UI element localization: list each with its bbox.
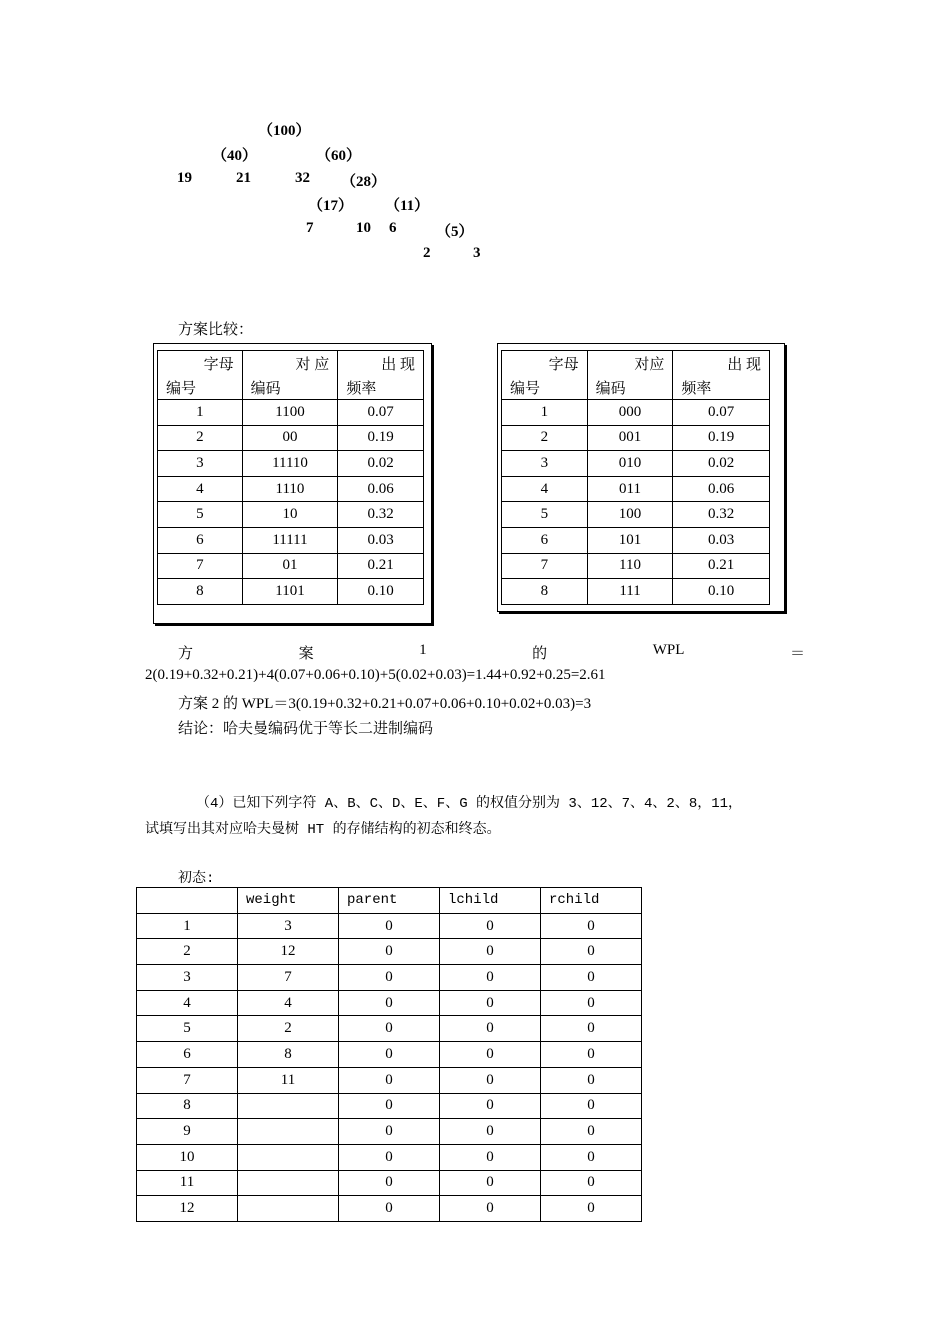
tree-node-2: 2 (423, 245, 431, 261)
ht-row-cell: 8 (137, 1093, 238, 1119)
tree-node-32: 32 (295, 170, 310, 186)
ht-row-cell (238, 1196, 339, 1222)
ht-row-cell: 0 (440, 1119, 541, 1145)
ht-row-cell: 0 (541, 939, 642, 965)
t2-h1b: 编号 (502, 375, 588, 400)
wpl-line1 (178, 642, 805, 663)
tree-node-6: 6 (389, 220, 397, 236)
t1-row-cell: 1110 (242, 476, 338, 502)
t2-row-cell: 0.32 (673, 502, 770, 528)
t1-row-cell: 7 (158, 553, 243, 579)
t1-row-cell: 10 (242, 502, 338, 528)
ht-row (137, 965, 642, 991)
ht-row-cell: 0 (440, 1170, 541, 1196)
code-table-2 (501, 350, 770, 605)
t2-h3a: 出 现 (673, 351, 770, 376)
t2-h1a: 字母 (502, 351, 588, 376)
ht-row-cell: 2 (137, 939, 238, 965)
ht-row (137, 1170, 642, 1196)
wpl-w2: 1 (419, 642, 427, 658)
ht-header-lchild: lchild (440, 888, 541, 914)
t1-row-cell: 6 (158, 527, 243, 553)
t1-h2b: 编码 (242, 375, 338, 400)
t1-row-cell: 00 (242, 425, 338, 451)
ht-row-cell: 4 (137, 990, 238, 1016)
ht-row-cell: 0 (440, 1093, 541, 1119)
t2-row-cell: 010 (587, 451, 673, 477)
t2-row-cell: 000 (587, 400, 673, 426)
t1-row-cell: 0.21 (338, 553, 424, 579)
ht-row-cell: 0 (541, 1144, 642, 1170)
ht-row-cell: 7 (238, 965, 339, 991)
ht-row-cell: 10 (137, 1144, 238, 1170)
t2-row (502, 579, 770, 605)
t1-row (158, 425, 424, 451)
ht-row (137, 1016, 642, 1042)
t2-row-cell: 3 (502, 451, 588, 477)
t1-row-cell: 0.02 (338, 451, 424, 477)
t2-h3b: 频率 (673, 375, 770, 400)
ht-row-cell: 0 (339, 1016, 440, 1042)
t2-row-cell: 101 (587, 527, 673, 553)
ht-row-cell: 0 (440, 939, 541, 965)
ht-row-cell: 9 (137, 1119, 238, 1145)
t2-row-cell: 5 (502, 502, 588, 528)
wpl-w0: 方 (178, 646, 194, 662)
t2-row (502, 502, 770, 528)
ht-header-rchild: rchild (541, 888, 642, 914)
ht-row (137, 990, 642, 1016)
ht-initial-table (136, 887, 642, 1222)
ht-row-cell: 4 (238, 990, 339, 1016)
ht-header-0 (137, 888, 238, 914)
ht-row (137, 1067, 642, 1093)
t2-row-cell: 1 (502, 400, 588, 426)
t1-row-cell: 01 (242, 553, 338, 579)
ht-row-cell: 0 (541, 1170, 642, 1196)
conclusion: 结论：哈夫曼编码优于等长二进制编码 (178, 721, 434, 737)
ht-row-cell: 0 (339, 1144, 440, 1170)
ht-row-cell: 3 (238, 913, 339, 939)
ht-row-cell: 0 (339, 1067, 440, 1093)
t1-row-cell: 11111 (242, 527, 338, 553)
wpl-line2: 方案 2 的 WPL＝3(0.19+0.32+0.21+0.07+0.06+0.10+0.02+0.03)=3 (178, 696, 592, 712)
t1-h1a: 字母 (158, 351, 243, 376)
t1-row-cell: 2 (158, 425, 243, 451)
t1-row (158, 502, 424, 528)
ht-row-cell: 3 (137, 965, 238, 991)
t2-row-cell: 0.19 (673, 425, 770, 451)
ht-row (137, 1042, 642, 1068)
ht-row-cell: 0 (440, 1042, 541, 1068)
ht-row (137, 1119, 642, 1145)
t2-row-cell: 7 (502, 553, 588, 579)
t1-row-cell: 1100 (242, 400, 338, 426)
t2-row-cell: 100 (587, 502, 673, 528)
t2-row-cell: 8 (502, 579, 588, 605)
ht-row-cell: 5 (137, 1016, 238, 1042)
ht-row-cell: 0 (440, 1196, 541, 1222)
ht-row (137, 939, 642, 965)
t2-row-cell: 2 (502, 425, 588, 451)
tree-node-11: （11） (385, 198, 430, 214)
wpl-w5: ＝ (789, 646, 805, 662)
ht-row-cell: 0 (541, 1067, 642, 1093)
t2-row-cell: 0.21 (673, 553, 770, 579)
ht-row-cell: 0 (440, 990, 541, 1016)
ht-row-cell: 0 (541, 913, 642, 939)
ht-row-cell: 12 (137, 1196, 238, 1222)
ht-row-cell: 2 (238, 1016, 339, 1042)
ht-row-cell: 0 (541, 1196, 642, 1222)
t1-row-cell: 4 (158, 476, 243, 502)
t2-row-cell: 0.10 (673, 579, 770, 605)
ht-row-cell: 0 (339, 939, 440, 965)
t2-row-cell: 6 (502, 527, 588, 553)
ht-row-cell: 1 (137, 913, 238, 939)
ht-row-cell: 0 (339, 1093, 440, 1119)
ht-row-cell (238, 1119, 339, 1145)
ht-row-cell: 0 (541, 1042, 642, 1068)
t1-row-cell: 0.10 (338, 579, 424, 605)
ht-row (137, 913, 642, 939)
ht-row-cell: 0 (541, 965, 642, 991)
ht-row-cell: 0 (440, 1067, 541, 1093)
ht-header-parent: parent (339, 888, 440, 914)
t2-row-cell: 0.06 (673, 476, 770, 502)
t2-row-cell: 0.03 (673, 527, 770, 553)
tree-node-17: （17） (308, 198, 354, 214)
ht-row-cell: 0 (440, 913, 541, 939)
ht-row-cell: 0 (339, 1170, 440, 1196)
t1-row (158, 451, 424, 477)
t2-row-cell: 0.02 (673, 451, 770, 477)
t1-row (158, 553, 424, 579)
tree-node-3: 3 (473, 245, 481, 261)
ht-row-cell: 0 (339, 990, 440, 1016)
t1-row (158, 476, 424, 502)
t1-row-cell: 0.19 (338, 425, 424, 451)
ht-row-cell: 11 (137, 1170, 238, 1196)
t1-row-cell: 0.06 (338, 476, 424, 502)
ht-row-cell: 12 (238, 939, 339, 965)
t1-h1b: 编号 (158, 375, 243, 400)
question-line1: （4）已知下列字符 A、B、C、D、E、F、G 的权值分别为 3、12、7、4、2、8，11， (196, 796, 743, 812)
compare-title: 方案比较： (178, 322, 254, 338)
ht-row-cell: 0 (541, 1093, 642, 1119)
t1-row-cell: 1101 (242, 579, 338, 605)
tree-node-100: （100） (258, 123, 311, 139)
ht-row (137, 1196, 642, 1222)
ht-row-cell: 0 (440, 1144, 541, 1170)
t2-row (502, 527, 770, 553)
tree-node-40: （40） (212, 148, 258, 164)
t2-row-cell: 0.07 (673, 400, 770, 426)
t2-row (502, 553, 770, 579)
tree-node-21: 21 (236, 170, 251, 186)
wpl-line1-cont: 2(0.19+0.32+0.21)+4(0.07+0.06+0.10)+5(0.02+0.03)=1.44+0.92+0.25=2.61 (145, 667, 606, 683)
ht-row-cell: 7 (137, 1067, 238, 1093)
tree-node-60: （60） (316, 148, 362, 164)
ht-row-cell (238, 1093, 339, 1119)
t2-row-cell: 011 (587, 476, 673, 502)
ht-row-cell: 6 (137, 1042, 238, 1068)
ht-row-cell: 0 (339, 965, 440, 991)
wpl-w1: 案 (298, 646, 314, 662)
t1-h3b: 频率 (338, 375, 424, 400)
ht-row-cell (238, 1144, 339, 1170)
ht-row-cell: 0 (339, 1042, 440, 1068)
ht-row-cell (238, 1170, 339, 1196)
ht-row-cell: 0 (541, 990, 642, 1016)
tree-node-28: （28） (341, 174, 387, 190)
tree-node-19: 19 (177, 170, 192, 186)
ht-row (137, 1093, 642, 1119)
tree-node-5: （5） (436, 224, 474, 240)
initial-label: 初态: (178, 871, 215, 887)
t1-row (158, 579, 424, 605)
t2-row (502, 400, 770, 426)
t2-row-cell: 001 (587, 425, 673, 451)
t2-row (502, 425, 770, 451)
wpl-w3: 的 (532, 646, 548, 662)
t1-h2a: 对 应 (242, 351, 338, 376)
tree-node-10: 10 (356, 220, 371, 236)
ht-row (137, 1144, 642, 1170)
t2-row-cell: 111 (587, 579, 673, 605)
t1-row-cell: 0.03 (338, 527, 424, 553)
t1-row-cell: 1 (158, 400, 243, 426)
t1-row-cell: 11110 (242, 451, 338, 477)
ht-header-weight: weight (238, 888, 339, 914)
t2-h2b: 编码 (587, 375, 673, 400)
ht-row-cell: 0 (339, 913, 440, 939)
wpl-w4: WPL (652, 642, 685, 658)
t2-row (502, 451, 770, 477)
ht-row-cell: 0 (440, 1016, 541, 1042)
t2-h2a: 对应 (587, 351, 673, 376)
t1-h3a: 出 现 (338, 351, 424, 376)
t1-row-cell: 0.07 (338, 400, 424, 426)
ht-row-cell: 0 (541, 1016, 642, 1042)
t1-row-cell: 5 (158, 502, 243, 528)
t1-row-cell: 8 (158, 579, 243, 605)
t1-row (158, 400, 424, 426)
ht-row-cell: 0 (440, 965, 541, 991)
question-line2: 试填写出其对应哈夫曼树 HT 的存储结构的初态和终态。 (145, 822, 501, 838)
ht-row-cell: 0 (339, 1196, 440, 1222)
tree-node-7: 7 (306, 220, 314, 236)
ht-row-cell: 0 (541, 1119, 642, 1145)
t2-row-cell: 4 (502, 476, 588, 502)
code-table-1 (157, 350, 424, 605)
ht-row-cell: 8 (238, 1042, 339, 1068)
t1-row (158, 527, 424, 553)
t1-row-cell: 3 (158, 451, 243, 477)
t2-row-cell: 110 (587, 553, 673, 579)
t1-row-cell: 0.32 (338, 502, 424, 528)
ht-row-cell: 11 (238, 1067, 339, 1093)
t2-row (502, 476, 770, 502)
ht-row-cell: 0 (339, 1119, 440, 1145)
